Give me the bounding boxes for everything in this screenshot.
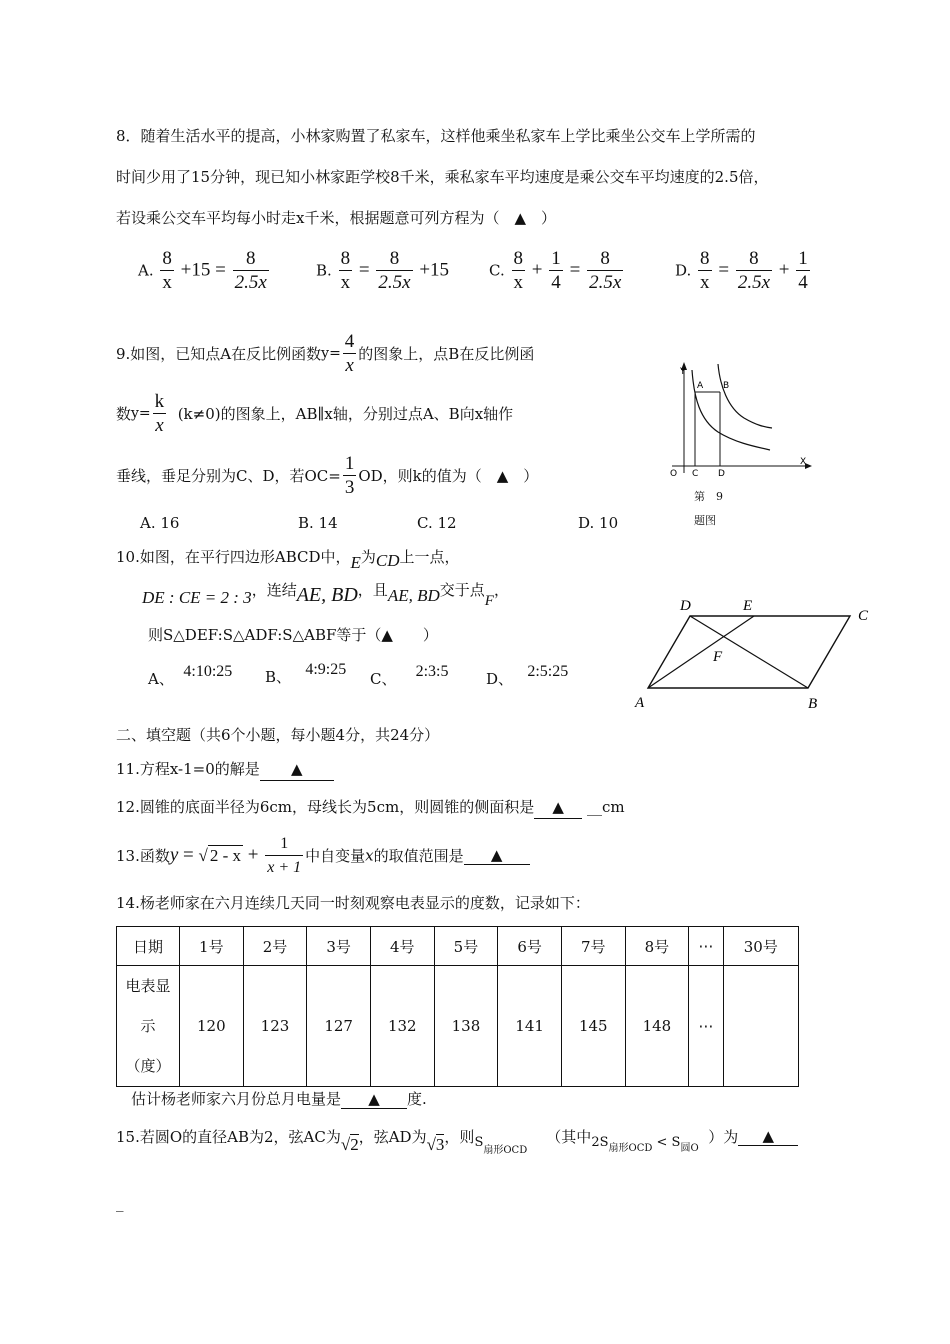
q8-option-a: A. $\frac{8}{x}$ +15 = $\frac{8}{2.5x}$ <box>138 248 267 293</box>
q10-line2: DE : CE = 2 : 3，连结AE, BD，且AE, BD交于点F， <box>142 581 509 609</box>
q9-caption-1: 第 9 <box>694 490 723 503</box>
answer-blank[interactable]: ▲ <box>534 796 582 819</box>
q13: 13.函数y = √ 2 - x + $\frac{1}{x + 1}$ 中自变量x的取值范围是 ▲ <box>116 832 530 879</box>
table-row <box>117 966 799 1087</box>
q14-estimate: 估计杨老师家六月份总月电量是 ▲ 度. <box>131 1090 427 1108</box>
q10-option-c: C、 2:3:5 <box>370 663 449 688</box>
label-c: C <box>858 608 869 624</box>
fraction: $\frac{1}{4}$ <box>798 248 808 293</box>
q8-line2: 时间少用了15分钟，现已知小林家距学校8千米，乘私家车平均速度是乘公交车平均速度的2.5倍， <box>116 168 769 186</box>
header-cell: 6号 <box>498 927 562 966</box>
fraction: $\frac{8}{x}$ <box>162 248 172 293</box>
label-b: B <box>723 381 730 391</box>
answer-blank[interactable]: ▲ <box>738 1127 798 1146</box>
answer-blank[interactable]: ▲ <box>464 846 530 865</box>
q10-line1: 10.如图，在平行四边形ABCD中，E为CD上一点， <box>116 548 460 572</box>
fraction: $\frac{8}{2.5x}$ <box>737 248 771 293</box>
row-label: 电表显 示 （度） <box>117 966 180 1087</box>
label-a: A <box>697 381 704 391</box>
label-b: B <box>808 696 818 712</box>
fraction: $\frac{1}{3}$ <box>344 453 355 498</box>
fraction: $\frac{8}{x}$ <box>700 248 710 293</box>
table-header-row <box>117 927 799 966</box>
segment-ae <box>648 616 754 688</box>
header-cell: 30号 <box>723 927 798 966</box>
value-cell: ⋯ <box>689 966 723 1087</box>
value-cell: 127 <box>307 966 371 1087</box>
q8-option-d: D. $\frac{8}{x}$ = $\frac{8}{2.5x}$ + $\frac{1}{4}$ <box>675 248 808 293</box>
q8-option-b: B. $\frac{8}{x}$ = $\frac{8}{2.5x}$ +15 <box>316 248 450 293</box>
q9-hyperbola-figure <box>660 358 820 478</box>
answer-blank[interactable]: ▲ <box>341 1090 407 1109</box>
label-d: D <box>718 469 725 478</box>
q14-intro: 14.杨老师家在六月连续几天同一时刻观察电表显示的度数，记录如下： <box>116 894 590 912</box>
footer-mark: _ <box>116 1194 124 1212</box>
q9-line3: 垂线，垂足分别为C、D，若OC= $\frac{1}{3}$ OD，则k的值为（ ▲ ） <box>116 453 539 498</box>
q9-option-d: D. 10 <box>578 514 619 532</box>
sqrt-sign: √ <box>198 845 208 865</box>
header-cell: 5号 <box>434 927 498 966</box>
value-cell <box>723 966 798 1087</box>
header-cell: 2号 <box>243 927 307 966</box>
fraction: $\frac{8}{2.5x}$ <box>378 248 411 293</box>
value-cell: 123 <box>243 966 307 1087</box>
header-cell: 8号 <box>625 927 689 966</box>
header-cell: ⋯ <box>689 927 723 966</box>
q11: 11.方程x-1=0的解是 ▲ <box>116 758 334 781</box>
fraction: $\frac{8}{x}$ <box>340 248 351 293</box>
q10-option-b: B、 4:9:25 <box>265 661 347 686</box>
curve-b <box>718 364 772 428</box>
label-f: F <box>713 649 723 665</box>
header-cell: 日期 <box>117 927 180 966</box>
sqrt-2: √2 <box>340 1134 359 1154</box>
value-cell: 120 <box>180 966 244 1087</box>
value-cell: 145 <box>561 966 625 1087</box>
q9-option-a: A. 16 <box>140 514 180 532</box>
label-a: A <box>635 695 645 711</box>
fraction: $\frac{8}{2.5x}$ <box>589 248 622 293</box>
q8-line3: 若设乘公交车平均每小时走x千米，根据题意可列方程为（ ▲ ） <box>116 209 556 227</box>
segment-bd <box>690 616 808 688</box>
curve-a <box>692 370 770 450</box>
sqrt-expression: √ 2 - x <box>198 845 242 865</box>
sqrt-sign: √ <box>340 1134 351 1154</box>
value-cell: 148 <box>625 966 689 1087</box>
fraction: $\frac{k}{x}$ <box>154 391 165 436</box>
label-y: Y <box>680 367 686 377</box>
q10-parallelogram-figure <box>625 594 885 716</box>
q10-option-a: A、 4:10:25 <box>148 663 233 688</box>
fraction: $\frac{4}{x}$ <box>344 331 355 376</box>
q10-option-d: D、 2:5:25 <box>486 663 569 688</box>
q15: 15.若圆O的直径AB为2，弦AC为√2，弦AD为√3，则$S_{扇形OCD}$ （其中$2S_{扇形OCD} < S_{圆O}$ ）为 ▲ <box>116 1126 798 1147</box>
fraction: $\frac{8}{x}$ <box>513 248 523 293</box>
q9-caption-2: 题图 <box>694 514 716 527</box>
fraction: $\frac{1}{x + 1}$ <box>265 832 303 879</box>
meter-table <box>116 926 799 1087</box>
label-e: E <box>743 598 753 614</box>
label-x: X <box>800 457 807 467</box>
q9-line2: 数y= $\frac{k}{x}$ (k≠0)的图象上，AB∥x轴，分别过点A、B向x轴作 <box>116 391 514 436</box>
value-cell: 138 <box>434 966 498 1087</box>
label-c: C <box>692 469 699 478</box>
q9-line1: 9.如图，已知点A在反比例函数y= $\frac{4}{x}$ 的图象上，点B在反比例函 <box>116 331 535 376</box>
sqrt-sign: √ <box>426 1134 436 1154</box>
label-d: D <box>680 598 691 614</box>
fraction: $\frac{8}{2.5x}$ <box>234 248 267 293</box>
q12: 12.圆锥的底面半径为6cm，母线长为5cm，则圆锥的侧面积是 ▲ __cm <box>116 796 625 819</box>
value-cell: 141 <box>498 966 562 1087</box>
header-cell: 3号 <box>307 927 371 966</box>
header-cell: 7号 <box>561 927 625 966</box>
section-2-heading: 二、填空题（共6个小题，每小题4分，共24分） <box>116 726 440 744</box>
header-cell: 4号 <box>370 927 434 966</box>
header-cell: 1号 <box>180 927 244 966</box>
label-o: O <box>670 469 678 478</box>
q9-option-b: B. 14 <box>298 514 338 532</box>
answer-blank[interactable]: ▲ <box>260 758 334 781</box>
fraction: $\frac{1}{4}$ <box>551 248 561 293</box>
q10-line3: 则S△DEF:S△ADF:S△ABF等于（▲ ） <box>148 626 438 644</box>
q8-option-c: C. $\frac{8}{x}$ + $\frac{1}{4}$ = $\frac{8}{2.5x}$ <box>489 248 622 293</box>
value-cell: 132 <box>370 966 434 1087</box>
sqrt-3: √3 <box>426 1134 445 1154</box>
q8-line1: 8．随着生活水平的提高，小林家购置了私家车，这样他乘坐私家车上学比乘坐公交车上学所需的 <box>116 127 756 145</box>
q9-option-c: C. 12 <box>417 514 457 532</box>
